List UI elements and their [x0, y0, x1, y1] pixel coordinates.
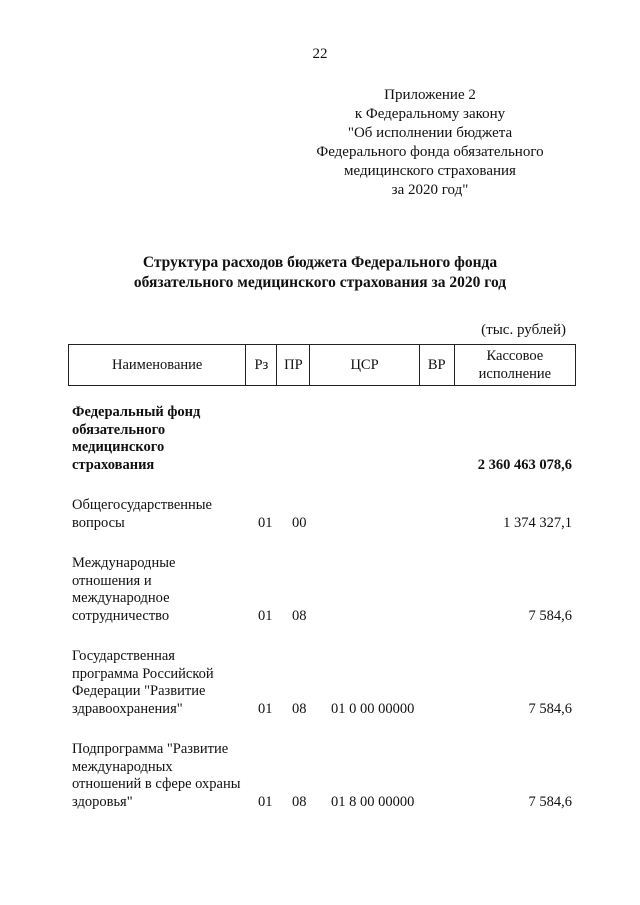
appendix-line: медицинского страхования	[344, 163, 516, 179]
row-name: Международные отношения и международное сотрудничество	[72, 555, 176, 624]
table-row	[72, 741, 576, 811]
row-pr: 08	[292, 607, 307, 624]
document-title-line: обязательного медицинского страхования за 2020 год	[133, 274, 507, 291]
row-name: Федеральный фонд обязательного медицинского страхования	[72, 404, 201, 473]
row-name: Общегосударственные вопросы	[72, 497, 212, 531]
row-amount: 2 360 463 078,6	[477, 456, 572, 473]
row-pr: 08	[292, 793, 307, 810]
header-amount: Кассовое исполнение	[454, 345, 575, 386]
header-name: Наименование	[69, 345, 246, 386]
row-csr: 01 0 00 00000	[331, 700, 415, 717]
row-rz: 01	[258, 700, 273, 717]
row-pr: 08	[292, 700, 307, 717]
row-amount: 1 374 327,1	[503, 514, 572, 531]
row-pr: 00	[292, 514, 307, 531]
row-rz: 01	[258, 514, 273, 531]
appendix-line: Федерального фонда обязательного	[316, 144, 544, 160]
table-row	[72, 648, 576, 718]
appendix-line: "Об исполнении бюджета	[347, 125, 513, 141]
header-pr: ПР	[277, 345, 310, 386]
table-row	[72, 497, 576, 532]
units-label: (тыс. рублей)	[481, 322, 566, 338]
table-header	[68, 344, 576, 386]
header-csr: ЦСР	[310, 345, 419, 386]
row-amount: 7 584,6	[528, 793, 572, 810]
row-name: Государственная программа Российской Федерации "Развитие здравоохранения"	[72, 648, 214, 717]
table-body	[72, 404, 576, 834]
document-title-line: Структура расходов бюджета Федерального фонда	[142, 254, 498, 271]
table-row	[72, 555, 576, 625]
row-csr: 01 8 00 00000	[331, 793, 415, 810]
page-number: 22	[312, 46, 328, 62]
row-amount: 7 584,6	[528, 700, 572, 717]
appendix-line: Приложение 2	[384, 87, 476, 103]
appendix-note	[300, 86, 560, 200]
row-rz: 01	[258, 607, 273, 624]
header-vr: ВР	[419, 345, 454, 386]
table-row	[72, 404, 576, 474]
header-rz: Рз	[246, 345, 277, 386]
appendix-line: за 2020 год"	[391, 182, 469, 198]
row-rz: 01	[258, 793, 273, 810]
appendix-line: к Федеральному закону	[354, 106, 506, 122]
row-name: Подпрограмма "Развитие международных отношений в сфере охраны здоровья"	[72, 741, 241, 810]
row-amount: 7 584,6	[528, 607, 572, 624]
document-title	[100, 253, 540, 293]
